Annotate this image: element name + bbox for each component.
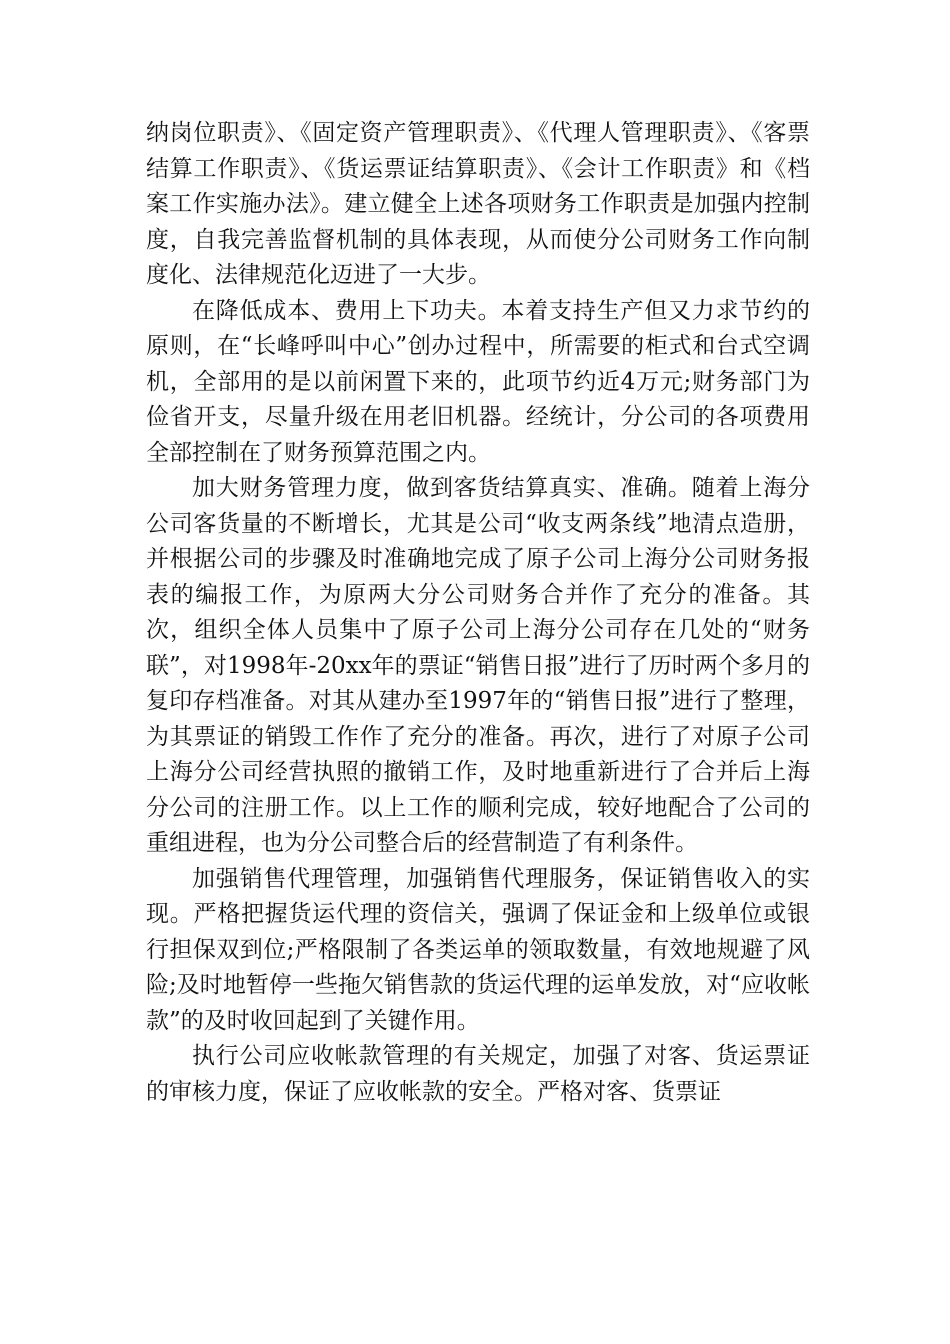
paragraph-sales-agency: 加强销售代理管理，加强销售代理服务，保证销售收入的实现。严格把握货运代理的资信关，强调了保证金和上级单位或银行担保双到位;严格限制了各类运单的领取数量，有效地规避了风险;及时地暂停一些拖欠销售款的货运代理的运单发放，对“应收帐款”的及时收回起到了关键作用。 [146, 865, 810, 1034]
paragraph-receivables: 执行公司应收帐款管理的有关规定，加强了对客、货运票证的审核力度，保证了应收帐款的安全。严格对客、货票证 [146, 1043, 810, 1105]
paragraph-financial-management: 加大财务管理力度，做到客货结算真实、准确。随着上海分公司客货量的不断增长，尤其是公司“收支两条线”地清点造册，并根据公司的步骤及时准确地完成了原子公司上海分公司财务报表的编报工作，为原两大分公司财务合并作了充分的准备。其次，组织全体人员集中了原子公司上海分公司存在几处的“财务联”，对1998年-20xx年的票证“销售日报”进行了历时两个多月的复印存档准备。对其从建办至1997年的“销售日报”进行了整理，为其票证的销毁工作作了充分的准备。再次，进行了对原子公司上海分公司经营执照的撤销工作，及时地重新进行了合并后上海分公司的注册工作。以上工作的顺利完成，较好地配合了公司的重组进程，也为分公司整合后的经营制造了有利条件。 [146, 475, 810, 856]
document-body [146, 116, 810, 1110]
paragraph-cost-reduction: 在降低成本、费用上下功夫。本着支持生产但又力求节约的原则，在“长峰呼叫中心”创办过程中，所需要的柜式和台式空调机，全部用的是以前闲置下来的，此项节约近4万元;财务部门为俭省开支，尽量升级在用老旧机器。经统计，分公司的各项费用全部控制在了财务预算范围之内。 [146, 297, 810, 466]
paragraph-continued-duties: 纳岗位职责》、《固定资产管理职责》、《代理人管理职责》、《客票结算工作职责》、《货运票证结算职责》、《会计工作职责》和《档案工作实施办法》。建立健全上述各项财务工作职责是加强内控制度，自我完善监督机制的具体表现，从而使分公司财务工作向制度化、法律规范化迈进了一大步。 [146, 120, 810, 288]
